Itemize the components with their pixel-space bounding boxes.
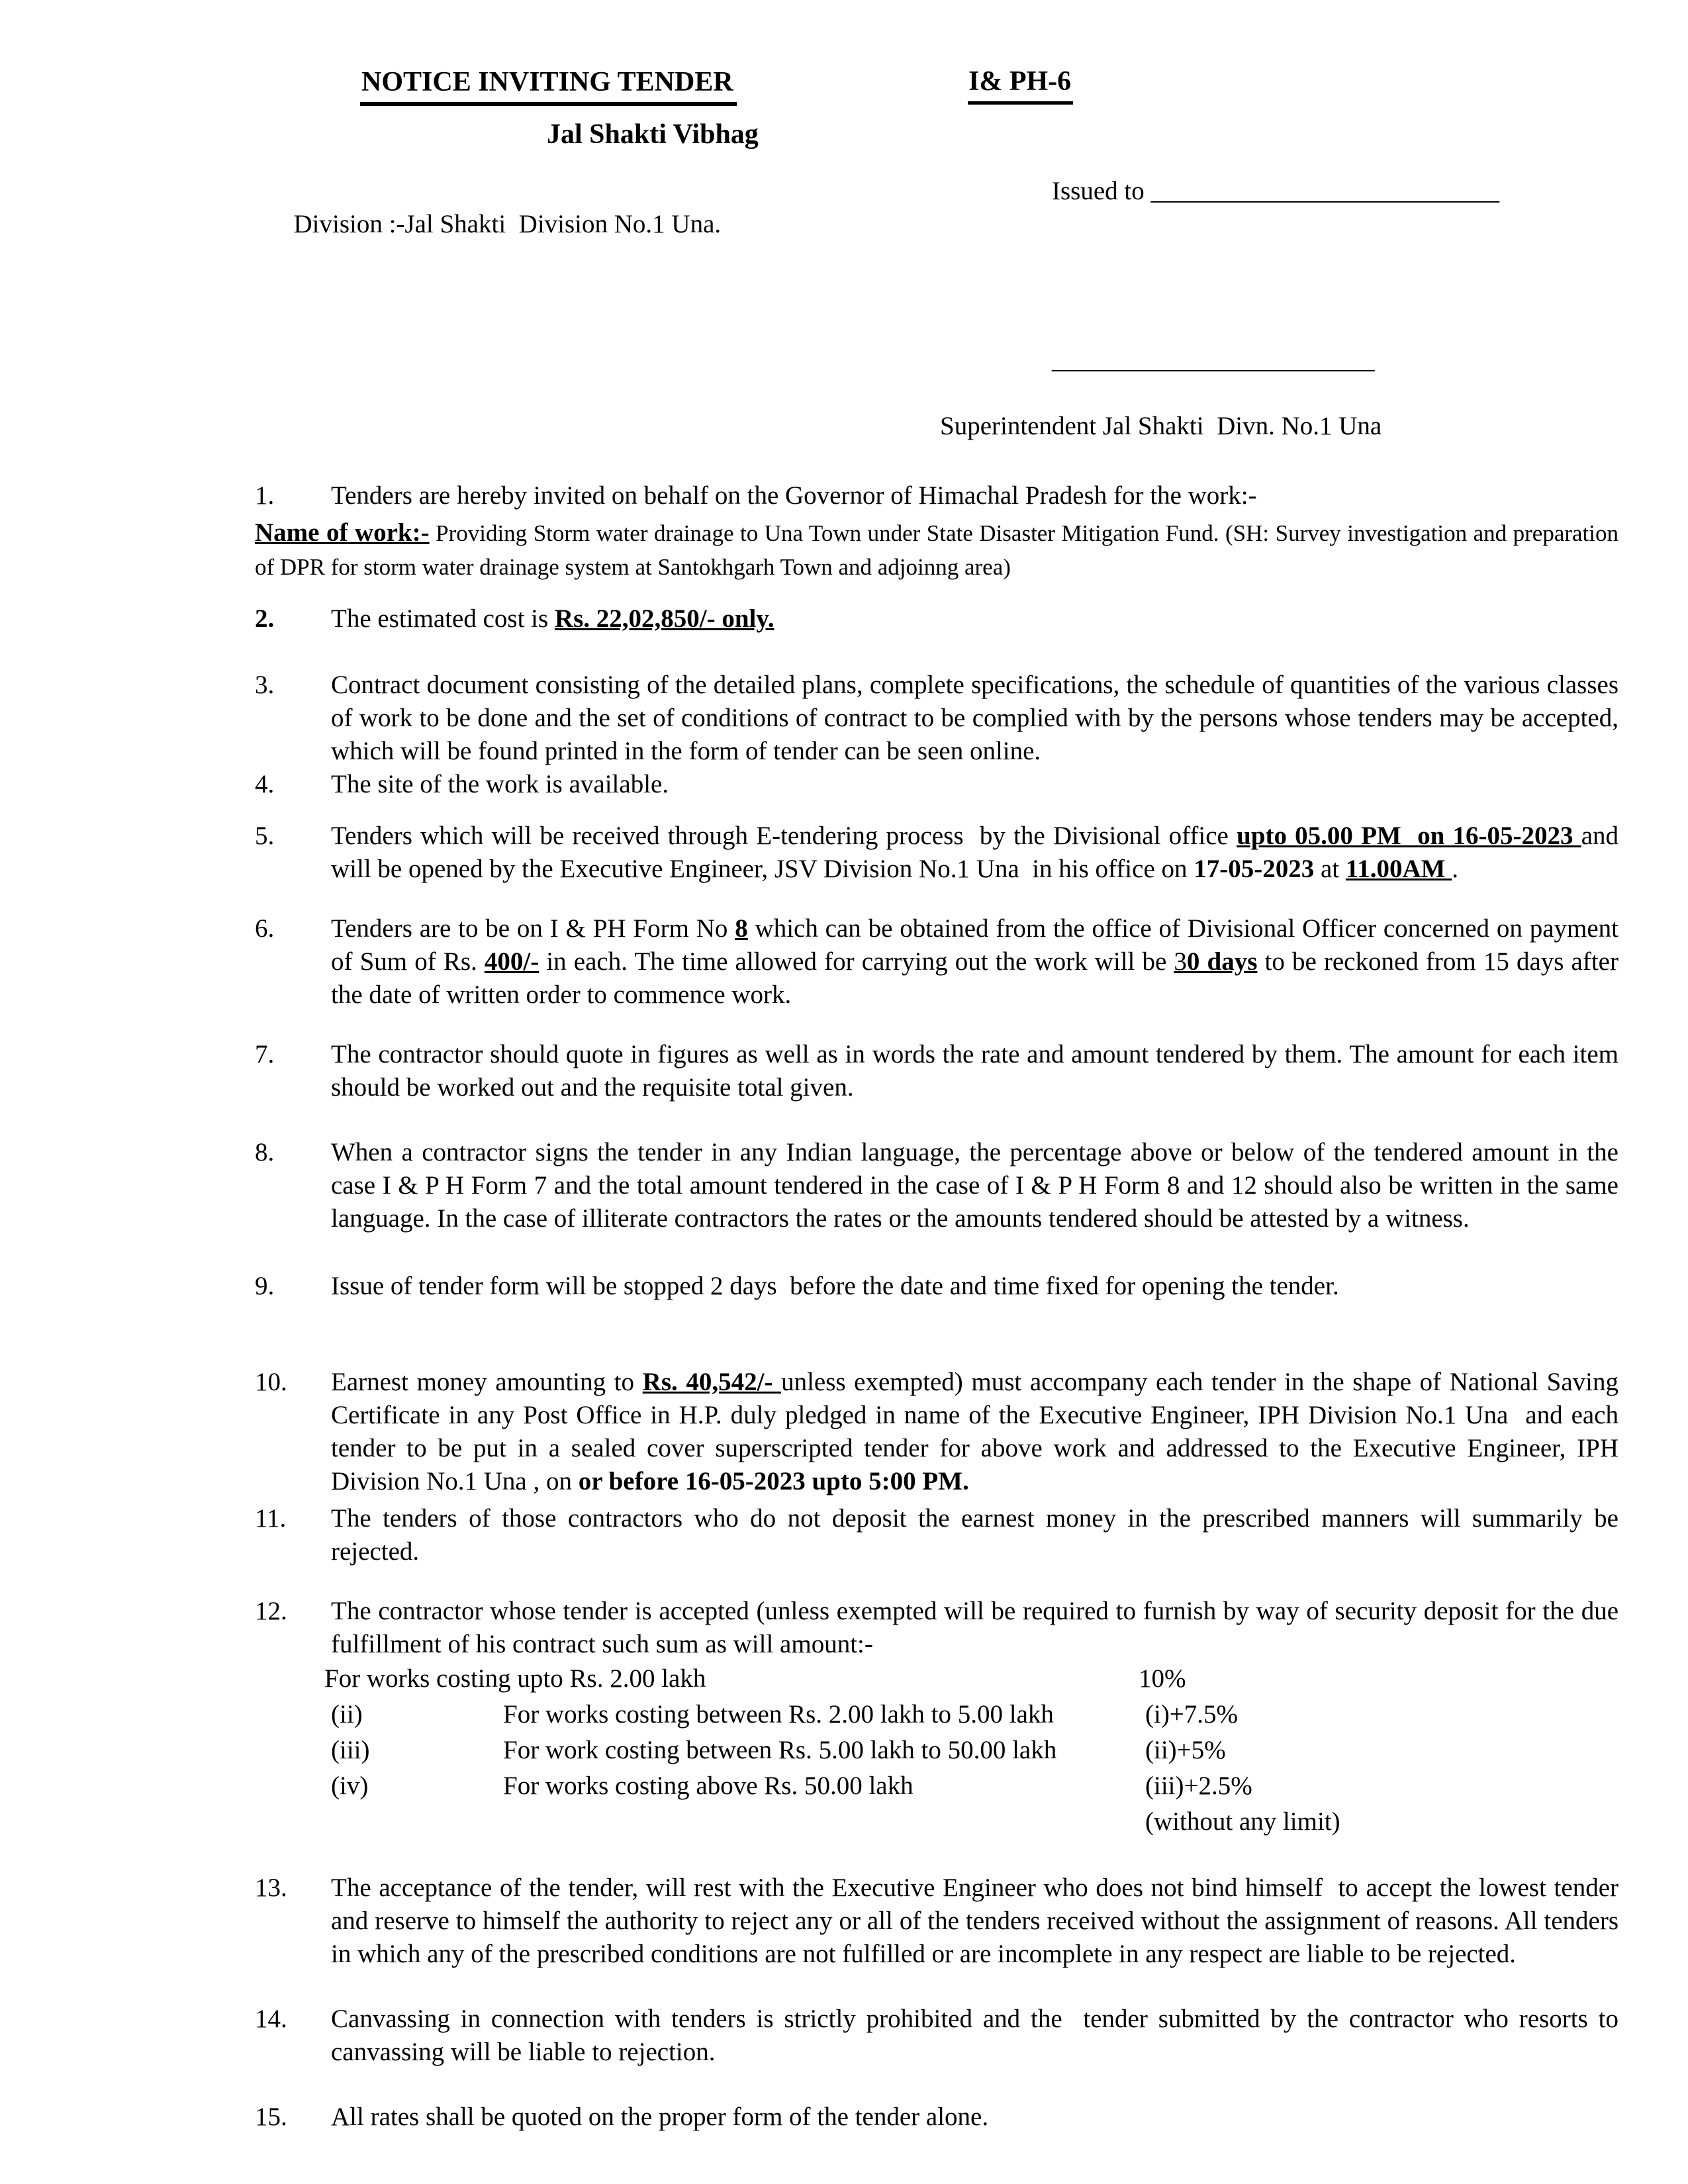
row-5-description: [503, 1804, 1145, 1840]
row-3-description: For work costing between Rs. 5.00 lakh to 50.00 lakh: [503, 1736, 1057, 1764]
item-6-text: [331, 912, 1625, 1012]
item-8-text: When a contractor signs the tender in any Indian language, the percentage above or below of the tendered amount in the case I & P H Form 7 and the total amount tendered in the case of I & P H Form 8 and 12 should also be written in the same language. In the case of illiterate contractors the rates or the amounts tendered should be attested by a witness.: [331, 1138, 1625, 1233]
item-9-text: Issue of tender form will be stopped 2 days before the date and time fixed for opening the tender.: [331, 1272, 1339, 1300]
row-4-value: (iii)+2.5%: [1145, 1772, 1252, 1800]
name-of-work-text: Providing Storm water drainage to Una Town under State Disaster Mitigation Fund. (SH: Survey investigation and preparation of DPR for storm water drainage system at Santokhgarh Town and adjoinng area): [255, 520, 1624, 580]
department-name: Jal Shakti Vibhag: [547, 119, 759, 150]
item-7: [255, 1038, 1625, 1104]
item-7-number: 7.: [255, 1040, 275, 1068]
table-row-4: [331, 1768, 1618, 1804]
signature-blank-line: _________________________: [1052, 346, 1375, 374]
officer-title: Superintendent Jal Shakti Divn. No.1 Una: [940, 412, 1382, 440]
item-6-seg8: to be reckoned from 15 days after the date of written order to commence work.: [331, 947, 1625, 1009]
item-2-number: 2.: [255, 604, 275, 633]
item-10-seg1: Earnest money amounting to: [331, 1368, 643, 1396]
item-2-pre: The estimated cost is: [331, 604, 555, 633]
item-6: [255, 912, 1625, 1012]
division-line: Division :-Jal Shakti Division No.1 Una.: [293, 210, 722, 238]
item-6-seg5: in each. The time allowed for carrying out the work will be: [539, 947, 1174, 976]
opening-date: 17-05-2023: [1194, 855, 1315, 883]
item-5-number: 5.: [255, 822, 275, 850]
item-3-text: Contract document consisting of the detailed plans, complete specifications, the schedule of quantities of the various classes of work to be done and the set of conditions of contract to be complied with by the persons whose tenders may be accepted, which will be found printed in the form of tender can be seen online.: [331, 671, 1625, 765]
item-6-seg1: Tenders are to be on I & PH Form No: [331, 914, 735, 943]
item-5-seg1: Tenders which will be received through E-tendering process by the Divisional office: [331, 822, 1237, 850]
name-of-work-label: Name of work:-: [255, 518, 430, 547]
item-1-text: Tenders are hereby invited on behalf on the Governor of Himachal Pradesh for the work:-: [331, 481, 1257, 510]
security-deposit-table: [324, 1661, 1618, 1840]
item-4-text: The site of the work is available.: [331, 770, 669, 798]
item-15-text: All rates shall be quoted on the proper form of the tender alone.: [331, 2103, 989, 2131]
row-1-description: For works costing upto Rs. 2.00 lakh: [324, 1664, 706, 1693]
item-6-number: 6.: [255, 914, 275, 943]
row-2-value: (i)+7.5%: [1145, 1700, 1239, 1729]
item-14: [255, 2003, 1625, 2069]
item-3: [255, 669, 1625, 768]
row-5-numeral: [331, 1804, 503, 1840]
earnest-money-value: Rs. 40,542/-: [642, 1368, 782, 1396]
row-2-description: For works costing between Rs. 2.00 lakh to 5.00 lakh: [503, 1700, 1054, 1729]
item-14-text: Canvassing in connection with tenders is strictly prohibited and the tender submitted by the contractor who resorts to canvassing will be liable to rejection.: [331, 2005, 1625, 2066]
item-13-text: The acceptance of the tender, will rest with the Executive Engineer who does not bind himself to accept the lowest tender and reserve to himself the authority to reject any or all of the tenders received without the assignment of reasons. All tenders in which any of the prescribed conditions are not fulfilled or are incomplete in any respect are liable to be rejected.: [331, 1874, 1625, 1968]
item-10: [255, 1366, 1625, 1498]
division-row: [255, 175, 1618, 307]
row-5-value: (without any limit): [1145, 1807, 1340, 1836]
item-2: [255, 602, 1618, 636]
item-6-seg3: which can be obtained from the office of Divisional Officer concerned on payment of Sum of Rs.: [331, 914, 1625, 976]
item-8-number: 8.: [255, 1138, 275, 1166]
table-row-3: [331, 1733, 1618, 1768]
form-number: I& PH-6: [968, 66, 1073, 105]
item-4: [255, 768, 1618, 801]
item-14-number: 14.: [255, 2005, 287, 2033]
item-4-number: 4.: [255, 770, 275, 798]
issued-to-label: Issued to: [1052, 177, 1151, 205]
row-4-description: For works costing above Rs. 50.00 lakh: [503, 1772, 914, 1800]
item-11-number: 11.: [255, 1504, 287, 1533]
item-9-number: 9.: [255, 1272, 275, 1300]
row-2-numeral: (ii): [331, 1700, 363, 1729]
item-6-seg6: 3: [1174, 947, 1187, 976]
item-8: [255, 1136, 1625, 1235]
estimated-cost-value: Rs. 22,02,850/- only.: [554, 604, 774, 633]
opening-time: 11.00AM: [1345, 855, 1452, 883]
item-5-text: [331, 820, 1625, 886]
row-4-numeral: (iv): [331, 1772, 369, 1800]
form-no-value: 8: [735, 914, 748, 943]
item-2-text: [331, 602, 1618, 636]
item-10-seg3: unless exempted) must accompany each tender in the shape of National Saving Certificate in any Post Office in H.P. duly pledged in name of the Executive Engineer, IPH Division No.1 Una and each tender to be put in a sealed cover superscripted tender for above work and addressed to the Executive Engineer, IPH Division No.1 Una , on: [331, 1368, 1625, 1496]
submission-deadline: or before 16-05-2023 upto 5:00 PM.: [578, 1467, 969, 1496]
table-row-1: [324, 1661, 1618, 1697]
page-title: NOTICE INVITING TENDER: [360, 67, 737, 106]
item-5-seg3: and will be opened by the Executive Engineer, JSV Division No.1 Una in his office on: [331, 822, 1625, 883]
work-duration: [1174, 947, 1257, 976]
form-fee-value: 400/-: [484, 947, 539, 976]
item-12-text: The contractor whose tender is accepted (unless exempted will be required to furnish by way of security deposit for the due fulfillment of his contract such sum as will amount:-: [331, 1597, 1625, 1658]
item-11: [255, 1502, 1625, 1568]
item-11-text: The tenders of those contractors who do not deposit the earnest money in the prescribed manners will summarily be rejected.: [331, 1504, 1625, 1566]
item-7-text: The contractor should quote in figures as well as in words the rate and amount tendered by them. The amount for each item should be worked out and the requisite total given.: [331, 1040, 1625, 1102]
row-1-value: 10%: [1139, 1664, 1186, 1693]
table-row-2: [331, 1697, 1618, 1733]
item-13-number: 13.: [255, 1874, 287, 1902]
item-15-number: 15.: [255, 2103, 287, 2131]
item-5-seg5: at: [1314, 855, 1346, 883]
item-1: [255, 479, 1618, 512]
issued-to: [1052, 175, 1499, 208]
item-1-number: 1.: [255, 481, 275, 510]
item-5: [255, 820, 1625, 886]
issued-to-blank: ___________________________: [1150, 177, 1499, 205]
item-3-number: 3.: [255, 671, 275, 699]
item-10-number: 10.: [255, 1368, 287, 1396]
table-row-5: [331, 1804, 1618, 1840]
row-3-numeral: (iii): [331, 1736, 370, 1764]
item-5-seg7: .: [1452, 855, 1458, 883]
item-12: [255, 1595, 1625, 1661]
header: [255, 66, 1618, 114]
item-15: [255, 2101, 1618, 2134]
row-3-value: (ii)+5%: [1145, 1736, 1226, 1764]
tender-deadline: upto 05.00 PM on 16-05-2023: [1237, 822, 1581, 850]
item-6-seg7: 0 days: [1186, 947, 1258, 976]
item-12-number: 12.: [255, 1597, 287, 1625]
item-13: [255, 1872, 1625, 1971]
item-10-text: [331, 1366, 1625, 1498]
item-9: [255, 1270, 1618, 1303]
name-of-work-paragraph: [255, 516, 1624, 584]
